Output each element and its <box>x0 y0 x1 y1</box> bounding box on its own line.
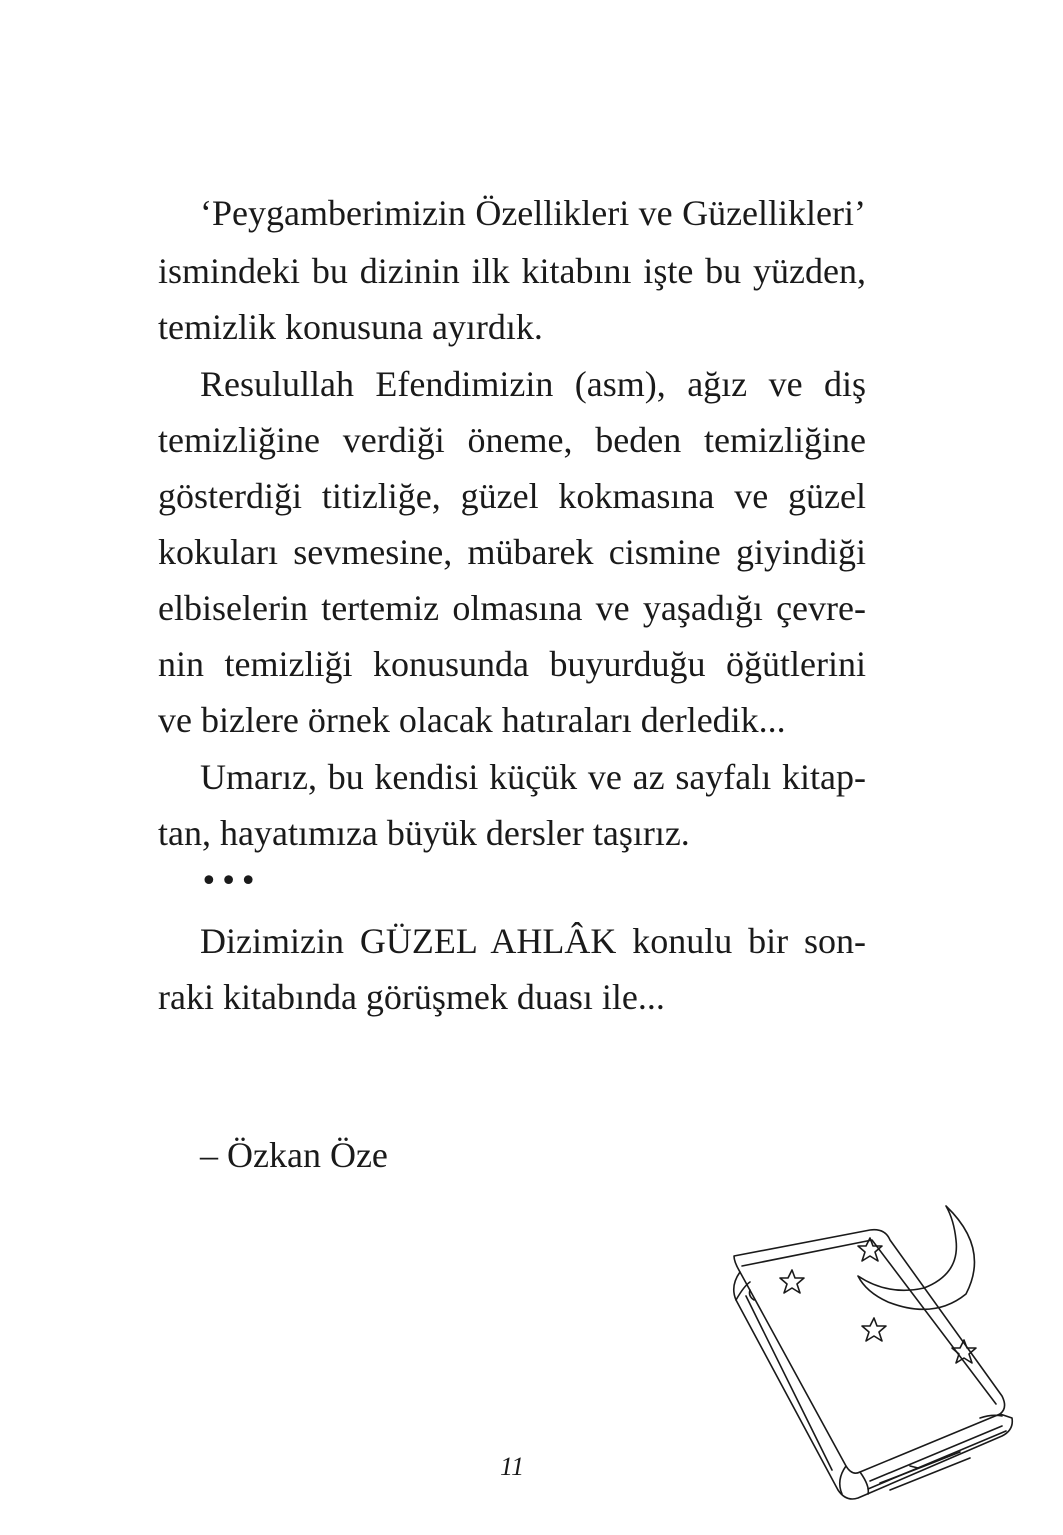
paragraph-2-line-3: gösterdiği titizliğe, güzel kokmasına ve güzel <box>158 476 866 516</box>
paragraph-1-line-3: temizlik konusuna ayırdık. <box>158 307 543 347</box>
section-separator: ••• <box>200 864 260 899</box>
author-signature: – Özkan Öze <box>200 1135 388 1175</box>
paragraph-2-line-1: Resulullah Efendimizin (asm), ağız ve diş <box>200 364 866 404</box>
paragraph-4-line-2: raki kitabında görüşmek duası ile... <box>158 977 665 1017</box>
paragraph-2-line-6: nin temizliği konusunda buyurduğu öğütlerini <box>158 644 866 684</box>
book-with-crescent-and-stars-icon <box>720 1200 1020 1510</box>
paragraph-2-line-4: kokuları sevmesine, mübarek cismine giyindiği <box>158 532 866 572</box>
paragraph-2-line-5: elbiselerin tertemiz olmasına ve yaşadığı çevre- <box>158 588 866 628</box>
page-number: 11 <box>500 1452 525 1481</box>
paragraph-3-line-2: tan, hayatımıza büyük dersler taşırız. <box>158 813 690 853</box>
paragraph-1-line-2: ismindeki bu dizinin ilk kitabını işte bu yüzden, <box>158 251 866 291</box>
paragraph-3-line-1: Umarız, bu kendisi küçük ve az sayfalı kitap- <box>200 757 866 797</box>
paragraph-2-line-7: ve bizlere örnek olacak hatıraları derledik... <box>158 700 786 740</box>
paragraph-4-line-1: Dizimizin GÜZEL AHLÂK konulu bir son- <box>200 921 866 961</box>
paragraph-1-line-1: ‘Peygamberimizin Özellikleri ve Güzellikleri’ <box>200 193 866 233</box>
paragraph-2-line-2: temizliğine verdiği öneme, beden temizliğine <box>158 420 866 460</box>
